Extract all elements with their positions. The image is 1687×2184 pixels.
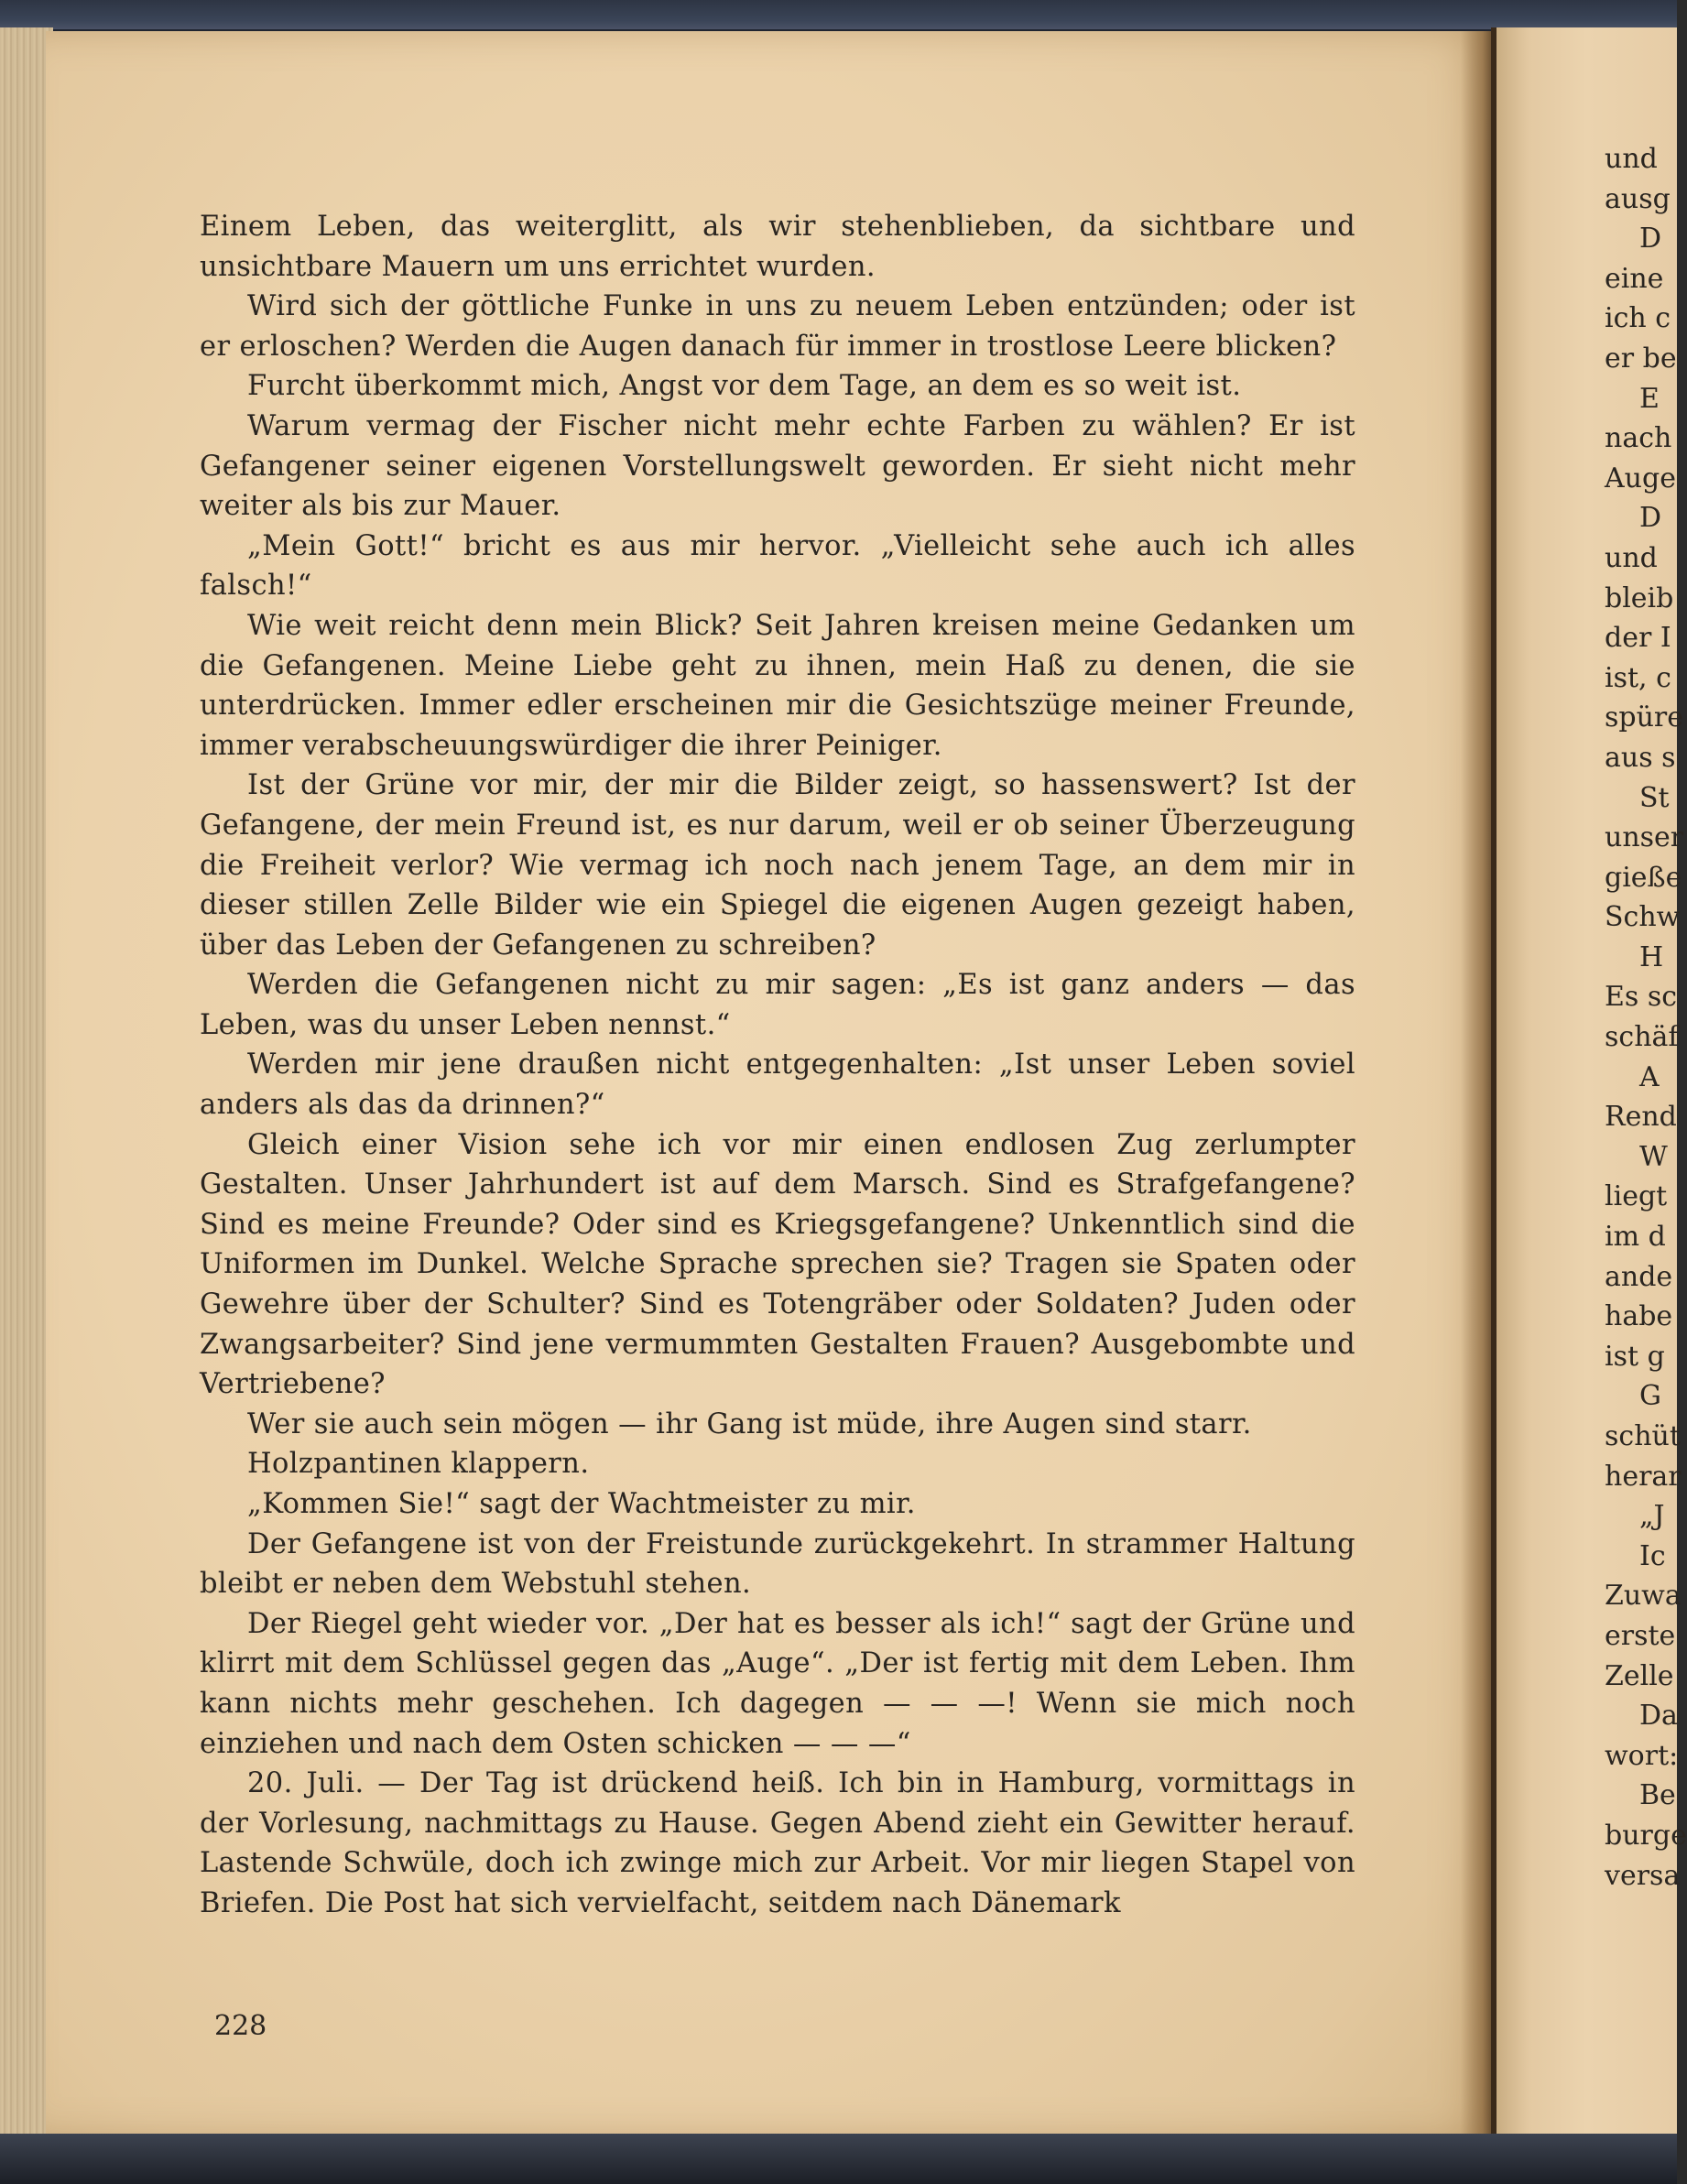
text-line: H: [1639, 940, 1664, 973]
paragraph: Wie weit reicht denn mein Blick? Seit Jahren kreisen meine Gedanken um die Gefangenen. Meine Liebe geht zu ihnen, mein Haß zu denen, die sie unterdrücken. Immer edler erscheinen mir die Gesichtszüge meiner Freunde, immer verabscheuungswürdiger die ihrer Peiniger.: [200, 609, 1355, 762]
paragraph: Der Riegel geht wieder vor. „Der hat es besser als ich!“ sagt der Grüne und klirrt mit dem Schlüssel gegen das „Auge“. „Der ist fertig mit dem Leben. Ihm kann nichts mehr geschehen. Ich dagegen — — —! Wenn sie mich noch einziehen und nach dem Osten schicken — — —“: [200, 1607, 1355, 1760]
text-line: nach: [1605, 422, 1672, 455]
book-cover-bottom-edge: [0, 2134, 1677, 2184]
text-line: erste: [1605, 1619, 1676, 1652]
text-line: G: [1639, 1380, 1661, 1413]
text-line: schüt: [1605, 1420, 1681, 1452]
paragraph: Gleich einer Vision sehe ich vor mir einen endlosen Zug zerlumpter Gestalten. Unser Jahrhundert ist auf dem Marsch. Sind es Strafgefangene? Sind es meine Freunde? Oder sind es Kriegsgefangene? Unkenntlich sind die Uniformen im Dunkel. Welche Sprache sprechen sie? Tragen sie Spaten oder Gewehre über der Schulter? Sind es Totengräber oder Soldaten? Juden oder Zwangsarbeiter? Sind jene vermummten Gestalten Frauen? Ausgebombte und Vertriebene?: [200, 1128, 1355, 1401]
paragraph: „Mein Gott!“ bricht es aus mir hervor. „Vielleicht sehe auch ich alles falsch!“: [200, 529, 1355, 603]
text-line: A: [1639, 1060, 1660, 1093]
text-line: und: [1605, 541, 1658, 574]
text-line: ist, c: [1605, 661, 1671, 694]
left-page-body-text: [200, 207, 1355, 1924]
paragraph: Einem Leben, das weiterglitt, als wir stehenblieben, da sichtbare und unsichtbare Mauern um uns errichtet wurden.: [200, 211, 1355, 283]
text-line: ist g: [1605, 1340, 1665, 1373]
text-line: Es sc: [1605, 981, 1678, 1014]
text-line: ausg: [1605, 182, 1671, 215]
text-line: versa: [1605, 1859, 1681, 1892]
text-line: und: [1605, 143, 1658, 175]
text-line: habe: [1605, 1300, 1673, 1333]
text-line: bleib: [1605, 581, 1674, 614]
paragraph: Wer sie auch sein mögen — ihr Gang ist müde, ihre Augen sind starr.: [247, 1407, 1252, 1440]
text-line: ich c: [1605, 302, 1671, 335]
paragraph: Holzpantinen klappern.: [247, 1448, 590, 1481]
text-line: Rend: [1605, 1101, 1677, 1134]
text-line: D: [1639, 502, 1662, 535]
text-line: Auge: [1605, 462, 1676, 494]
text-line: herar: [1605, 1460, 1682, 1493]
text-line: gieße: [1605, 861, 1682, 894]
text-line: eine: [1605, 262, 1664, 295]
text-line: Zelle: [1605, 1659, 1674, 1692]
text-line: schäf: [1605, 1021, 1679, 1054]
paragraph: Werden die Gefangenen nicht zu mir sagen: „Es ist ganz anders — das Leben, was du unser Leben nennst.“: [200, 969, 1355, 1041]
text-line: „J: [1639, 1500, 1665, 1533]
text-line: D: [1639, 223, 1662, 255]
text-line: Ic: [1639, 1539, 1666, 1572]
text-line: E: [1639, 382, 1660, 415]
paragraph: Ist der Grüne vor mir, der mir die Bilder zeigt, so hassenswert? Ist der Gefangene, der mein Freund ist, es nur darum, weil er ob seiner Überzeugung die Freiheit verlor? Wie vermag ich noch nach jenem Tage, an dem mir in dieser stillen Zelle Bilder wie ein Spiegel die eigenen Augen gezeigt haben, über das Leben der Gefangenen zu schreiben?: [200, 769, 1355, 962]
text-line: der I: [1605, 622, 1671, 655]
text-line: spüre: [1605, 701, 1684, 734]
text-line: Da: [1639, 1700, 1678, 1733]
text-line: unser: [1605, 821, 1684, 854]
paragraph: Werden mir jene draußen nicht entgegenhalten: „Ist unser Leben soviel anders als das da drinnen?“: [200, 1049, 1355, 1122]
paragraph: Der Gefangene ist von der Freistunde zurückgekehrt. In strammer Haltung bleibt er neben dem Webstuhl stehen.: [200, 1527, 1355, 1601]
paragraph: 20. Juli. — Der Tag ist drückend heiß. Ich bin in Hamburg, vormittags in der Vorlesung, nachmittags zu Hause. Gegen Abend zieht ein Gewitter herauf. Lastende Schwüle, doch ich zwinge mich zur Arbeit. Vor mir liegen Stapel von Briefen. Die Post hat sich vervielfacht, seitdem nach Dänemark: [200, 1767, 1355, 1919]
book-cover-top-edge: [0, 0, 1677, 29]
paragraph: „Kommen Sie!“ sagt der Wachtmeister zu mir.: [247, 1488, 916, 1520]
right-page-body-text: [1605, 139, 1687, 1896]
text-line: Be: [1639, 1779, 1676, 1812]
text-line: wort:: [1605, 1739, 1679, 1772]
text-line: aus s: [1605, 741, 1676, 774]
text-line: St: [1639, 781, 1670, 814]
text-line: W: [1639, 1140, 1668, 1173]
text-line: Zuwa: [1605, 1580, 1682, 1613]
paragraph: Warum vermag der Fischer nicht mehr echte Farben zu wählen? Er ist Gefangener seiner eigenen Vorstellungswelt geworden. Er sieht nicht mehr weiter als bis zur Mauer.: [200, 409, 1355, 523]
page-number: 228: [214, 2010, 267, 2042]
text-line: im d: [1605, 1221, 1666, 1254]
text-line: Schw: [1605, 901, 1681, 934]
text-line: er be: [1605, 342, 1677, 375]
text-line: ande: [1605, 1260, 1673, 1293]
text-line: liegt: [1605, 1180, 1668, 1213]
text-line: burge: [1605, 1819, 1687, 1852]
paragraph: Furcht überkommt mich, Angst vor dem Tage, an dem es so weit ist.: [247, 370, 1242, 403]
paragraph: Wird sich der göttliche Funke in uns zu neuem Leben entzünden; oder ist er erloschen? Werden die Augen danach für immer in trostlose Leere blicken?: [200, 290, 1355, 363]
